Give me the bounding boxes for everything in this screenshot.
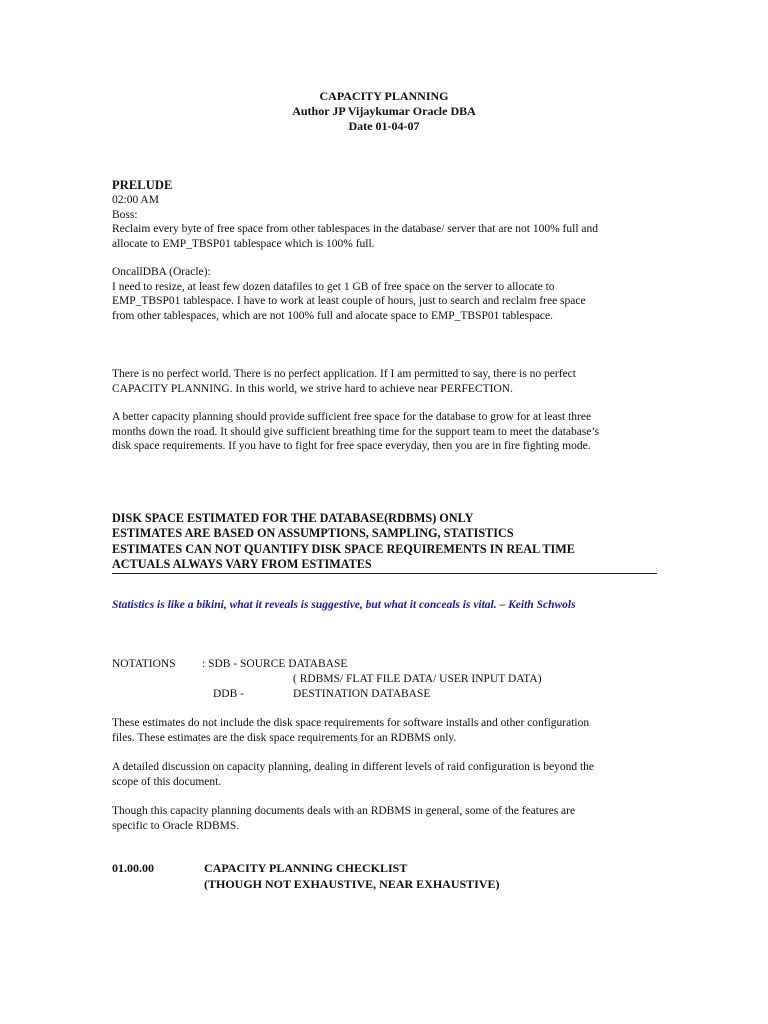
disclaimer-line: ESTIMATES ARE BASED ON ASSUMPTIONS, SAMPLING, STATISTICS: [112, 526, 514, 541]
dba-text: EMP_TBSP01 tablespace. I have to work at least couple of hours, just to search and reclaim free space: [112, 295, 586, 308]
oracle-paragraph: [112, 804, 652, 833]
paragraph-line: Though this capacity planning documents deals with an RDBMS in general, some of the features are: [112, 805, 576, 817]
paragraph-line: specific to Oracle RDBMS.: [112, 819, 240, 832]
better-paragraph: [112, 410, 652, 454]
dba-section: [112, 265, 652, 323]
sdb-notation: : SDB - SOURCE DATABASE: [202, 658, 348, 670]
document-title: [0, 89, 768, 134]
paragraph-line: scope of this document.: [112, 775, 222, 788]
dba-text: I need to resize, at least few dozen datafiles to get 1 GB of free space on the server to allocate to: [112, 280, 555, 293]
ddb-detail: DESTINATION DATABASE: [293, 688, 431, 700]
paragraph-line: There is no perfect world. There is no perfect application. If I am permitted to say, there is no perfect: [112, 368, 576, 380]
prelude-time: 02:00 AM: [112, 194, 159, 206]
perfect-paragraph: [112, 367, 652, 396]
estimates-paragraph: [112, 716, 652, 745]
disclaimer-line: ESTIMATES CAN NOT QUANTIFY DISK SPACE REQUIREMENTS IN REAL TIME: [112, 541, 575, 556]
prelude-section: [112, 178, 652, 251]
prelude-heading: PRELUDE: [112, 178, 173, 192]
paragraph-line: These estimates do not include the disk space requirements for software installs and other configuration: [112, 717, 590, 729]
date-line: Date 01-04-07: [348, 119, 420, 133]
dba-text: from other tablespaces, which are not 100% full and alocate space to EMP_TBSP01 tablespace.: [112, 309, 554, 322]
title-line: CAPACITY PLANNING: [319, 89, 449, 103]
paragraph-line: months down the road. It should give sufficient breathing time for the support team to meet the database’s: [112, 425, 600, 438]
section-title: CAPACITY PLANNING CHECKLIST: [204, 861, 408, 875]
paragraph-line: CAPACITY PLANNING. In this world, we strive hard to achieve near PERFECTION.: [112, 382, 513, 395]
author-line: Author JP Vijaykumar Oracle DBA: [292, 104, 476, 118]
dba-label: OncallDBA (Oracle):: [112, 266, 211, 278]
paragraph-line: files. These estimates are the disk space requirements for an RDBMS only.: [112, 731, 457, 744]
ddb-notation: DDB -: [213, 688, 244, 700]
sdb-detail: ( RDBMS/ FLAT FILE DATA/ USER INPUT DATA): [293, 673, 542, 685]
section-subtitle: (THOUGH NOT EXHAUSTIVE, NEAR EXHAUSTIVE): [204, 877, 500, 891]
boss-text: allocate to EMP_TBSP01 tablespace which is 100% full.: [112, 237, 375, 250]
disclaimer-line: ACTUALS ALWAYS VARY FROM ESTIMATES: [112, 556, 372, 571]
boss-text: Reclaim every byte of free space from other tablespaces in the database/ server that are not 100% full and: [112, 223, 598, 236]
notations-label: NOTATIONS: [112, 658, 176, 670]
paragraph-line: A better capacity planning should provide sufficient free space for the database to grow for at least three: [112, 411, 592, 423]
boss-label: Boss:: [112, 208, 138, 221]
paragraph-line: A detailed discussion on capacity planning, dealing in different levels of raid configuration is beyond the: [112, 761, 595, 773]
disclaimer-line: DISK SPACE ESTIMATED FOR THE DATABASE(RDBMS) ONLY: [112, 511, 474, 525]
paragraph-line: disk space requirements. If you have to fight for free space everyday, then you are in fire fighting mode.: [112, 440, 591, 453]
section-number: 01.00.00: [112, 861, 154, 875]
disclaimer-list: [112, 511, 657, 574]
statistics-quote: Statistics is like a bikini, what it reveals is suggestive, but what it conceals is vital. – Keith Schwols: [112, 599, 576, 611]
raid-paragraph: [112, 760, 652, 789]
